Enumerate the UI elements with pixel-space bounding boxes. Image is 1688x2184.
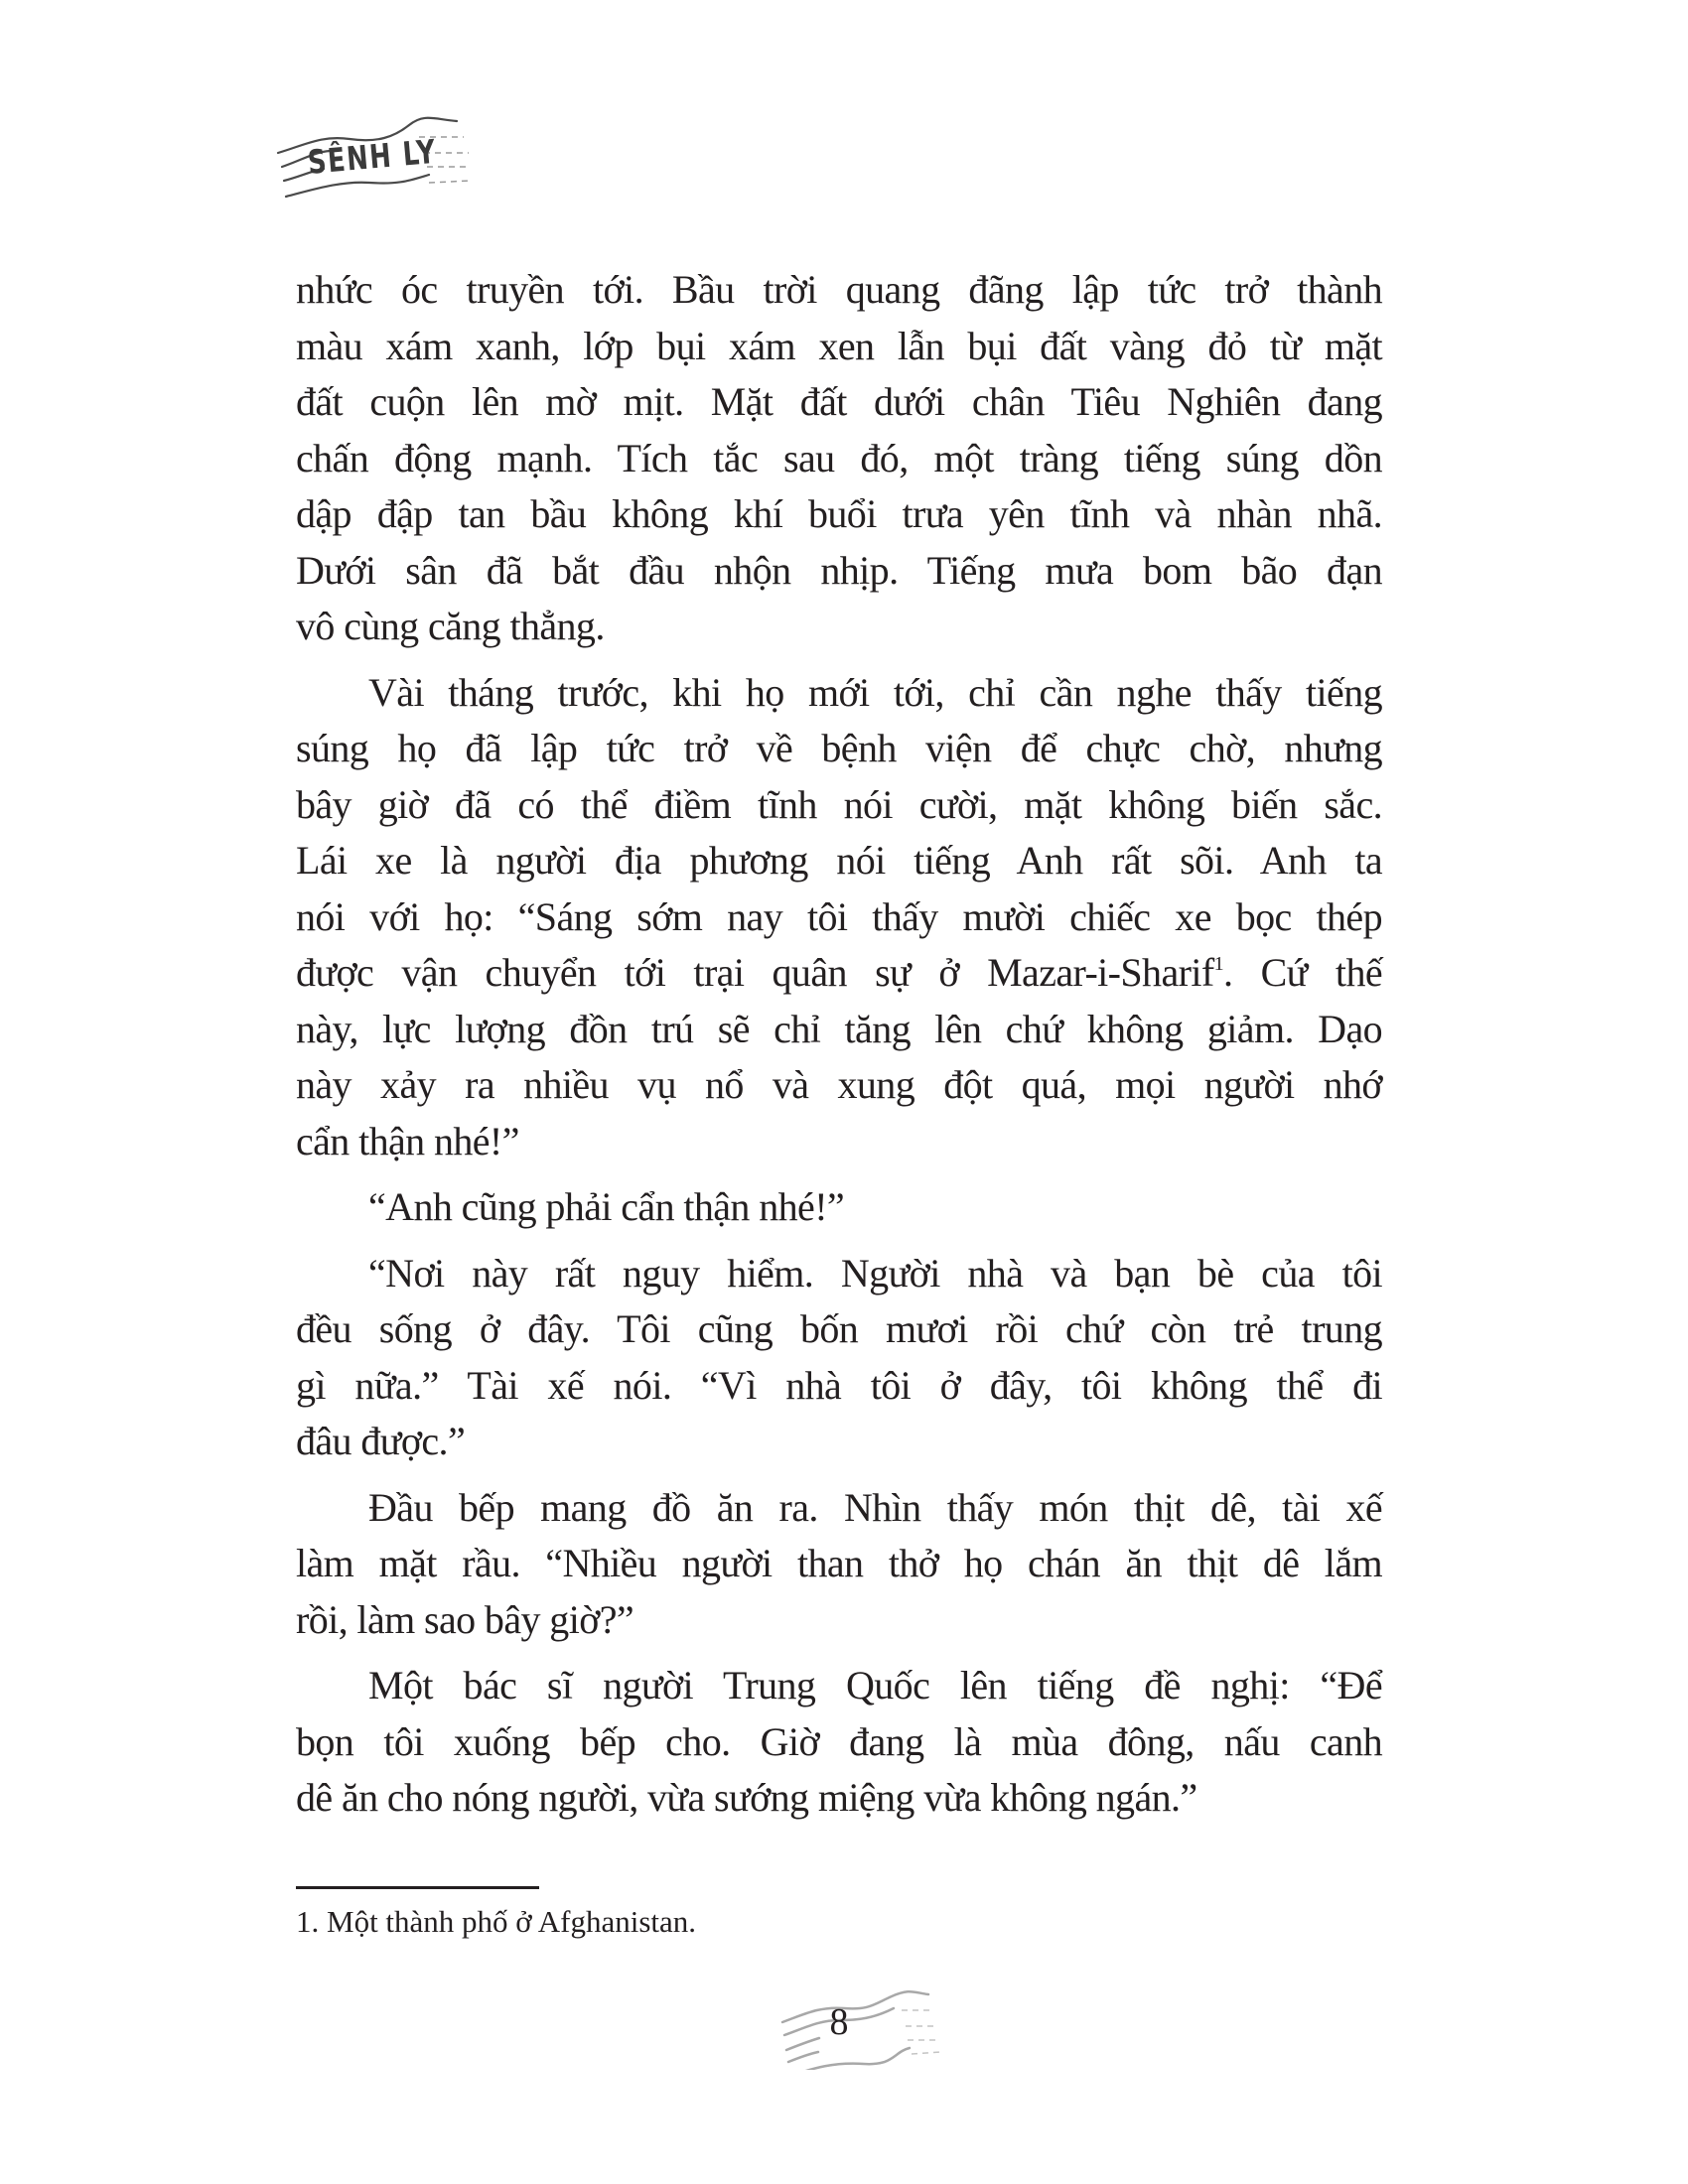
- text-line: màu xám xanh, lớp bụi xám xen lẫn bụi đất vàng đỏ từ mặt: [296, 323, 1382, 368]
- paragraph: [296, 1246, 1382, 1470]
- footnote: 1. Một thành phố ở Afghanistan.: [296, 1904, 696, 1939]
- text-line: bọn tôi xuống bếp cho. Giờ đang là mùa đông, nấu canh: [296, 1718, 1382, 1764]
- text-line: Đầu bếp mang đồ ăn ra. Nhìn thấy món thịt dê, tài xế: [368, 1484, 1382, 1530]
- paragraph: [296, 665, 1382, 1170]
- paragraph: [296, 1658, 1382, 1827]
- text-line: đều sống ở đây. Tôi cũng bốn mươi rồi chứ còn trẻ trung: [296, 1306, 1382, 1351]
- text-line: cẩn thận nhé!”: [296, 1118, 519, 1163]
- footnote-reference[interactable]: 1: [1213, 953, 1223, 975]
- running-title: SÊNH LY: [306, 131, 439, 182]
- text-line: đất cuộn lên mờ mịt. Mặt đất dưới chân Tiêu Nghiên đang: [296, 379, 1382, 424]
- text-line: nói với họ: “Sáng sớm nay tôi thấy mười chiếc xe bọc thép: [296, 893, 1382, 939]
- text-line: này, lực lượng đồn trú sẽ chỉ tăng lên chứ không giảm. Dạo: [296, 1006, 1382, 1051]
- text-line: dập đập tan bầu không khí buổi trưa yên tĩnh và nhàn nhã.: [296, 491, 1382, 536]
- text-line: làm mặt rầu. “Nhiều người than thở họ chán ăn thịt dê lắm: [296, 1541, 1382, 1585]
- page-number-stamp: [735, 1971, 943, 2070]
- running-header-stamp: [260, 107, 474, 202]
- text-line: “Anh cũng phải cẩn thận nhé!”: [368, 1184, 845, 1229]
- paragraph: [296, 1480, 1382, 1649]
- footnote-divider: [296, 1886, 539, 1889]
- text-line: nhức óc truyền tới. Bầu trời quang đãng lập tức trở thành: [296, 267, 1382, 312]
- paragraph: [296, 262, 1382, 655]
- text-line: rồi, làm sao bây giờ?”: [296, 1596, 634, 1642]
- text-segment: được vận chuyển tới trại quân sự ở Mazar-i-Sharif: [296, 950, 1214, 995]
- text-line: Vài tháng trước, khi họ mới tới, chỉ cần nghe thấy tiếng: [368, 669, 1382, 715]
- text-line: vô cùng căng thẳng.: [296, 604, 605, 648]
- text-line: gì nữa.” Tài xế nói. “Vì nhà tôi ở đây, tôi không thể đi: [296, 1362, 1382, 1408]
- text-line: chấn động mạnh. Tích tắc sau đó, một tràng tiếng súng dồn: [296, 435, 1382, 480]
- text-line: Lái xe là người địa phương nói tiếng Anh rất sõi. Anh ta: [296, 838, 1382, 883]
- text-line: súng họ đã lập tức trở về bệnh viện để chực chờ, nhưng: [296, 726, 1382, 770]
- text-line: dê ăn cho nóng người, vừa sướng miệng vừa không ngán.”: [296, 1775, 1197, 1820]
- paragraph: [296, 1179, 1382, 1236]
- body-text: [296, 262, 1382, 1837]
- text-line: đâu được.”: [296, 1419, 466, 1463]
- text-line: Một bác sĩ người Trung Quốc lên tiếng đề nghị: “Để: [368, 1663, 1382, 1707]
- text-line: này xảy ra nhiều vụ nổ và xung đột quá, mọi người nhớ: [296, 1062, 1382, 1107]
- text-line-with-footnote: [296, 945, 1382, 1002]
- page-number: 8: [829, 2001, 849, 2043]
- text-line: “Nơi này rất nguy hiểm. Người nhà và bạn bè của tôi: [368, 1250, 1382, 1296]
- text-segment: . Cứ thế: [1222, 950, 1382, 995]
- text-line: bây giờ đã có thể điềm tĩnh nói cười, mặt không biến sắc.: [296, 781, 1382, 827]
- text-line: Dưới sân đã bắt đầu nhộn nhịp. Tiếng mưa bom bão đạn: [296, 547, 1382, 593]
